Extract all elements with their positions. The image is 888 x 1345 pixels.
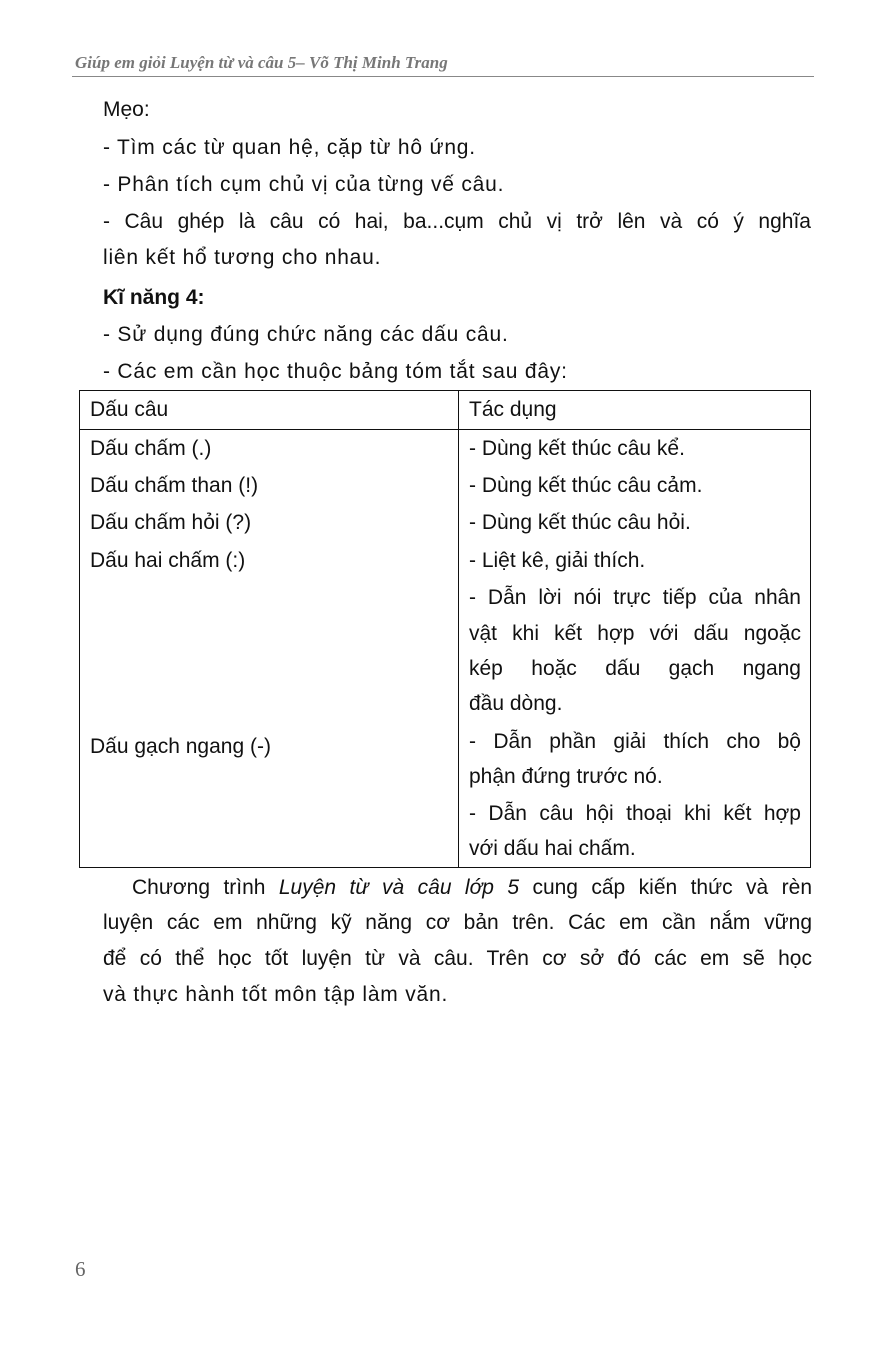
punctuation-name: Dấu chấm than (!): [90, 474, 259, 497]
conclusion-line: để có thể học tốt luyện từ và câu. Trên cơ sở đó các em sẽ học: [103, 947, 812, 970]
function-text: - Dẫn phần giải thích cho bộ: [469, 730, 801, 753]
function-text: vật khi kết hợp với dấu ngoặc: [469, 622, 801, 645]
skill-title: Kĩ năng 4:: [103, 286, 205, 309]
punctuation-name: Dấu hai chấm (:): [90, 549, 246, 572]
function-text: - Dẫn lời nói trực tiếp của nhân: [469, 586, 801, 609]
function-text: với dấu hai chấm.: [469, 837, 636, 860]
running-header: Giúp em giỏi Luyện từ và câu 5– Võ Thị Minh Trang: [75, 53, 448, 72]
tip-item: - Phân tích cụm chủ vị của từng vế câu.: [103, 173, 505, 196]
tips-title: Mẹo:: [103, 98, 150, 121]
punctuation-name: Dấu chấm (.): [90, 437, 212, 460]
function-text: - Dùng kết thúc câu hỏi.: [469, 511, 691, 534]
page-number: 6: [75, 1257, 86, 1281]
function-text: - Dẫn câu hội thoại khi kết hợp: [469, 802, 801, 825]
skill-item: - Các em cần học thuộc bảng tóm tắt sau đây:: [103, 360, 568, 383]
conclusion-text: cung cấp kiến thức và rèn: [519, 876, 812, 899]
function-text: kép hoặc dấu gạch ngang: [469, 657, 801, 680]
punctuation-table: [79, 390, 811, 868]
header-divider: [72, 76, 814, 77]
function-text: - Dùng kết thúc câu kể.: [469, 437, 685, 460]
punctuation-name: Dấu chấm hỏi (?): [90, 511, 252, 534]
function-text: - Dùng kết thúc câu cảm.: [469, 474, 703, 497]
conclusion-line: và thực hành tốt môn tập làm văn.: [103, 983, 449, 1006]
function-text: - Liệt kê, giải thích.: [469, 549, 646, 572]
tip-item: liên kết hổ tương cho nhau.: [103, 246, 382, 269]
conclusion-line: luyện các em những kỹ năng cơ bản trên. Các em cần nắm vững: [103, 911, 812, 934]
header-punctuation: Dấu câu: [90, 398, 169, 421]
header-function: Tác dụng: [469, 398, 557, 421]
punctuation-name: Dấu gạch ngang (-): [90, 735, 271, 758]
program-title: Luyện từ và câu lớp 5: [278, 876, 520, 899]
function-text: phận đứng trước nó.: [469, 765, 663, 788]
conclusion-text: Chương trình: [132, 876, 279, 899]
skill-item: - Sử dụng đúng chức năng các dấu câu.: [103, 323, 509, 346]
function-text: đầu dòng.: [469, 692, 563, 715]
tip-item: - Câu ghép là câu có hai, ba...cụm chủ vị trở lên và có ý nghĩa: [103, 210, 811, 233]
conclusion-line: [132, 875, 812, 901]
tip-item: - Tìm các từ quan hệ, cặp từ hô ứng.: [103, 136, 476, 159]
